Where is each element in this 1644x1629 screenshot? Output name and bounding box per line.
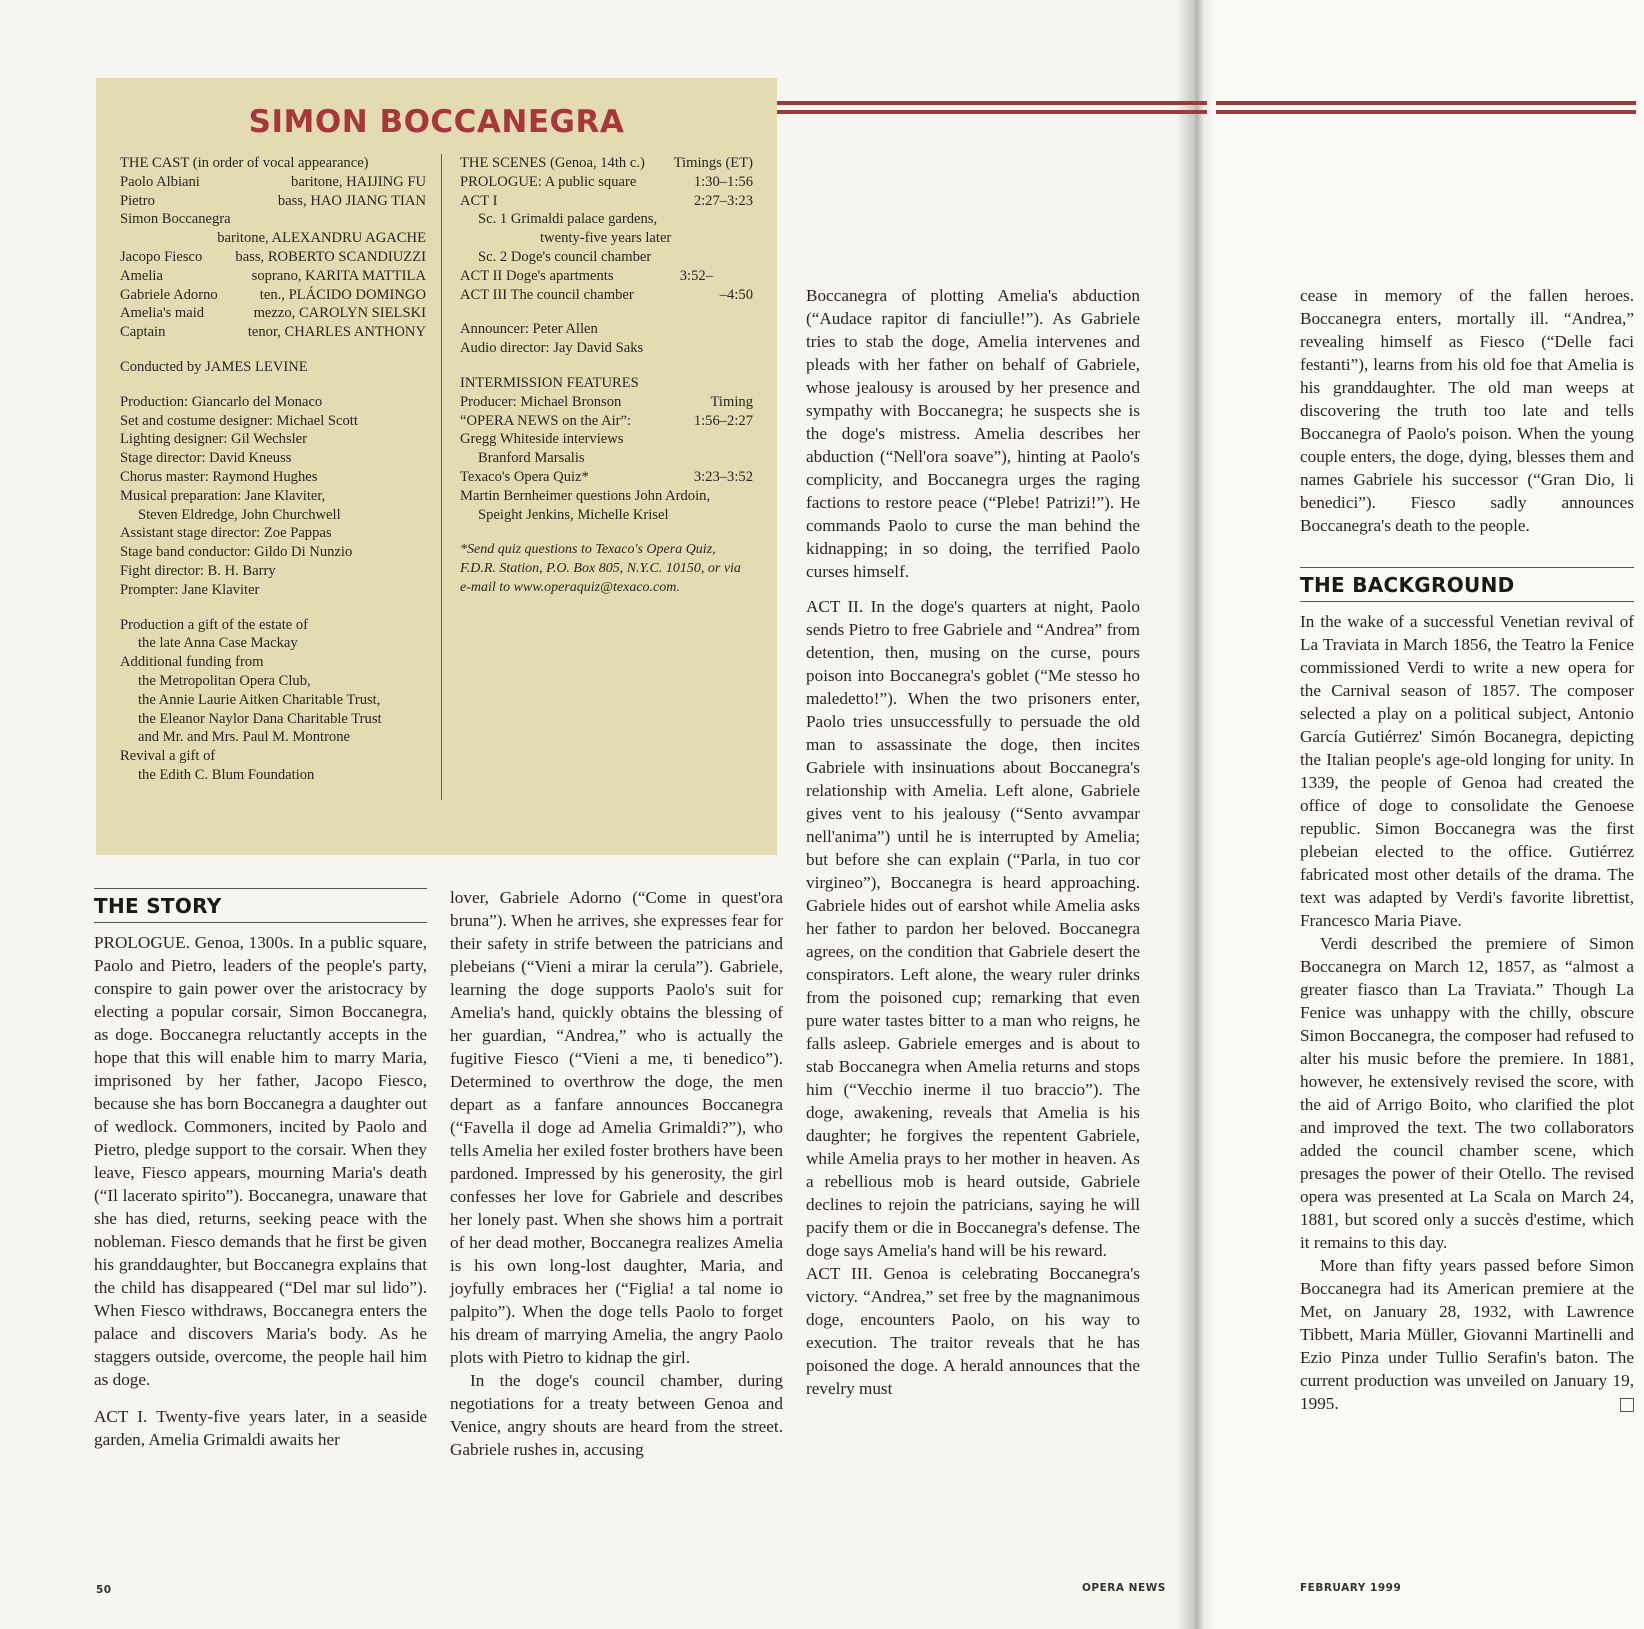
background-paragraph-text: More than fifty years passed before Simon Boccanegra had its American premiere at the Met, on January 28, 1932, with Lawrence Tibbett, Maria Müller, Giovanni Martinelli and Ezio Pinza under Tullio Serafin's baton. The current production was unveiled on January 19, 1995. xyxy=(1300,1256,1634,1413)
cast-role: Jacopo Fiesco xyxy=(120,248,203,265)
cast-role: Simon Boccanegra xyxy=(120,211,231,228)
cast-voice: bass, HAO JIANG TIAN xyxy=(277,192,426,209)
credit-line: Musical preparation: Jane Klaviter, xyxy=(120,487,326,504)
act2-paragraph xyxy=(806,595,1140,1262)
cast-row xyxy=(120,267,426,286)
header-stripe-left-top xyxy=(777,101,1207,105)
box-left-column xyxy=(120,154,426,785)
act2-label: ACT II. xyxy=(806,597,864,616)
announcer-credit: Announcer: Peter Allen xyxy=(460,321,598,338)
intermission-label: Texaco's Opera Quiz* xyxy=(460,468,589,485)
credit-line: Assistant stage director: Zoe Pappas xyxy=(120,525,332,542)
gift-line: Additional funding from xyxy=(120,654,264,671)
intermission-row xyxy=(460,468,753,487)
cast-role: Pietro xyxy=(120,192,155,209)
story-column-4 xyxy=(1300,284,1634,1415)
gift-line: and Mr. and Mrs. Paul M. Montrone xyxy=(138,729,351,746)
header-stripe-left-bottom xyxy=(777,110,1207,114)
page-gutter xyxy=(1176,0,1216,1629)
intermission-header: INTERMISSION FEATURES xyxy=(460,374,639,391)
credit-line: Steven Eldredge, John Churchwell xyxy=(138,506,341,523)
prologue-text: Genoa, 1300s. In a public square, Paolo and Pietro, leaders of the people's party, conspire to gain power over the aristocracy by electing a popular corsair, Simon Boccanegra, as doge. Boccanegra reluctantly accepts in the hope that this will enable him to marry Maria, imprisoned by her father, Jacopo Fiesco, because she has born Boccanegra a daughter out of wedlock. Commoners, incited by Paolo and Pietro, pledge support to the corsair. When they leave, Fiesco appears, mourning Maria's death (“Il lacerato spirito”). Boccanegra, unaware that she has died, returns, seeking peace with the nobleman. Fiesco demands that he first be given his granddaughter, but Boccanegra explains that the child has disappeared (“Del mar sul lido”). When Fiesco withdraws, Boccanegra enters the palace and discovers Maria's body. As he staggers outside, overcome, the people hail him as doge. xyxy=(94,933,427,1389)
act1-label: ACT I. xyxy=(94,1407,148,1426)
prologue-paragraph xyxy=(94,931,427,1391)
cast-row xyxy=(120,248,426,267)
cast-role: Paolo Albiani xyxy=(120,173,200,190)
scene-label: Sc. 2 Doge's council chamber xyxy=(478,248,652,265)
credit-line: Stage band conductor: Gildo Di Nunzio xyxy=(120,544,353,561)
scene-row xyxy=(460,192,753,211)
story-paragraph: Boccanegra of plotting Amelia's abduction (“Audace rapitor di fanciulle!”). As Gabriele tries to stab the doge, Amelia intervenes and pleads with her father on behalf of Gabriele, whose jealousy is aroused by her presence and sympathy with Boccanegra; he suspects she is the doge's mistress. Amelia describes her abduction (“Nell'ora soave”), hinting at Paolo's complicity, and Boccanegra urges the raging factions to restore peace (“Plebe! Patrizi!”). He commands Paolo to curse the man behind the kidnapping; in so doing, the terrified Paolo curses himself. xyxy=(806,286,1140,581)
timings-header-label: Timings (ET) xyxy=(673,155,753,171)
credit-line: Fight director: B. H. Barry xyxy=(120,562,276,579)
cast-voice: ten., PLÁCIDO DOMINGO xyxy=(259,286,426,303)
scene-row xyxy=(460,173,753,192)
prologue-label: PROLOGUE. xyxy=(94,933,190,952)
scene-label: twenty-five years later xyxy=(540,230,672,247)
intermission-time: 3:23–3:52 xyxy=(693,468,753,485)
publication-name: OPERA NEWS xyxy=(1082,1582,1166,1594)
cast-voice: baritone, HAIJING FU xyxy=(291,173,426,190)
cast-row xyxy=(120,229,426,248)
background-paragraph: In the wake of a successful Venetian revival of La Traviata in March 1856, the Teatro la Fenice commissioned Verdi to write a new opera for the Carnival season of 1857. The composer selected a play on a political subject, Antonio García Gutiérrez' Simón Bocanegra, depicting the Italian people's age-old longing for unity. In 1339, the people of Genoa had created the office of doge to consolidate the Genoese republic. Simon Boccanegra was the first plebeian elected to the office. Gutiérrez fabricated most other details of the drama. The text was adapted by Verdi's favorite librettist, Francesco Maria Piave. xyxy=(1300,612,1634,930)
header-stripe-right-top xyxy=(1216,101,1636,105)
scene-time: 1:30–1:56 xyxy=(693,173,753,190)
cast-role: Amelia's maid xyxy=(120,305,205,322)
quiz-note: *Send quiz questions to Texaco's Opera Quiz, F.D.R. Station, P.O. Box 805, N.Y.C. 10150, or via e-mail to www.operaquiz@texaco.com. xyxy=(460,542,741,596)
gift-line: Production a gift of the estate of xyxy=(120,616,309,633)
scene-row xyxy=(460,229,753,248)
credit-line: Production: Giancarlo del Monaco xyxy=(120,393,323,410)
end-mark-icon xyxy=(1620,1398,1634,1412)
cast-voice: bass, ROBERTO SCANDIUZZI xyxy=(235,248,426,265)
cast-header: THE CAST (in order of vocal appearance) xyxy=(120,155,369,171)
act3-label: ACT III. xyxy=(806,1264,873,1283)
intermission-row xyxy=(460,393,753,412)
scene-time: 3:52– xyxy=(679,267,713,284)
story-paragraph: cease in memory of the fallen heroes. Boccanegra enters, mortally ill. “Andrea,” revealing himself as Fiesco (“Delle faci festanti”), learns from his old foe that Amelia is his granddaughter. The old man weeps at discovering the truth too late and tells Boccanegra of Paolo's poison. When the young couple enters, the doge, dying, blesses them and names Gabriele his successor (“Gran Dio, li benedici”). Fiesco sadly announces Boccanegra's death to the people. xyxy=(1300,286,1634,535)
scene-label: ACT III The council chamber xyxy=(460,286,634,303)
intermission-time: Timing xyxy=(710,393,753,410)
scene-row xyxy=(460,248,753,267)
cast-info-box xyxy=(96,78,777,855)
scene-row xyxy=(460,210,753,229)
gift-line: the late Anna Case Mackay xyxy=(138,635,298,652)
story-paragraph: In the doge's council chamber, during negotiations for a treaty between Genoa and Venice, angry shouts are heard from the street. Gabriele rushes in, accusing xyxy=(450,1371,783,1459)
background-heading: THE BACKGROUND xyxy=(1300,567,1634,602)
cast-row xyxy=(120,210,426,229)
intermission-label: Branford Marsalis xyxy=(478,450,585,467)
cast-row xyxy=(120,304,426,323)
intermission-time: 1:56–2:27 xyxy=(693,412,753,429)
issue-date: FEBRUARY 1999 xyxy=(1300,1582,1402,1594)
cast-role: Amelia xyxy=(120,267,163,284)
intermission-row xyxy=(460,412,753,431)
cast-voice: soprano, KARITA MATTILA xyxy=(251,267,426,284)
story-column-3 xyxy=(806,284,1140,1400)
credit-line: Lighting designer: Gil Wechsler xyxy=(120,431,308,448)
background-paragraph: Verdi described the premiere of Simon Boccanegra on March 12, 1857, as “almost a greater fiasco than La Traviata.” Though La Fenice was unhappy with the chilly, obscure Simon Boccanegra, the composer had refused to alter his music before the premiere. In 1881, however, he extensively revised the score, with the aid of Arrigo Boito, who clarified the plot and improved the text. The two collaborators added the council chamber scene, which presages the power of their Otello. The revised opera was presented at La Scala on March 24, 1881, but scored only a succès d'estime, which it remains to this day. xyxy=(1300,934,1634,1252)
cast-voice: baritone, ALEXANDRU AGACHE xyxy=(217,230,426,247)
credit-line: Prompter: Jane Klaviter xyxy=(120,581,260,598)
gift-line: the Annie Laurie Aitken Charitable Trust, xyxy=(138,691,381,708)
cast-row xyxy=(120,173,426,192)
scene-label: Sc. 1 Grimaldi palace gardens, xyxy=(478,211,658,228)
scene-label: ACT II Doge's apartments xyxy=(460,267,614,284)
act1-paragraph xyxy=(94,1405,427,1451)
intermission-label: Martin Bernheimer questions John Ardoin, xyxy=(460,487,711,504)
credit-line: Stage director: David Kneuss xyxy=(120,450,292,467)
act2-text: In the doge's quarters at night, Paolo sends Pietro to free Gabriele and “Andrea” from detention, then, musing on the curse, pours poison into Boccanegra's goblet (“Me stesso ho maledetto!”). When the two prisoners enter, Paolo tries unsuccessfully to persuade the old man to assassinate the doge, then incites Gabriele with insinuations about Boccanegra's relationship with Amelia. Left alone, Gabriele gives vent to his jealousy (“Sento avvampar nell'anima”) until he is interrupted by Amelia; but before she can explain (“Parla, in tuo cor virgineo”), Boccanegra is heard approaching. Gabriele hides out of earshot while Amelia asks her father to pardon her beloved. Boccanegra agrees, on the condition that Gabriele desert the conspirators. Left alone, the weary ruler drinks from the poisoned cup; remarking that even pure water tastes bitter to a man who reigns, he falls asleep. Gabriele emerges and is about to stab Boccanegra when Amelia returns and stops him (“Vecchio inerme il tuo braccio”). The doge, awakening, reveals that Amelia is his daughter; he forgives the repentent Gabriele, while Amelia prays to her mother in heaven. As a rebellious mob is heard outside, Gabriele declines to rejoin the patricians, saying he will pacify them or die in Boccanegra's defense. The doge says Amelia's hand will be his reward. xyxy=(806,597,1140,1260)
cast-voice: tenor, CHARLES ANTHONY xyxy=(247,324,426,341)
cast-row xyxy=(120,192,426,211)
cast-row xyxy=(120,323,426,342)
audio-director-credit: Audio director: Jay David Saks xyxy=(460,340,644,357)
intermission-label: Producer: Michael Bronson xyxy=(460,393,622,410)
story-column-1 xyxy=(94,888,427,1451)
act3-text: Genoa is celebrating Boccanegra's victory. “Andrea,” set free by the magnanimous doge, encounters Paolo, on his way to execution. The traitor reveals that he has poisoned the doge. A herald announces that the revelry must xyxy=(806,1264,1140,1398)
scenes-header xyxy=(460,154,753,173)
header-stripe-right-bottom xyxy=(1216,110,1636,114)
cast-voice: mezzo, CAROLYN SIELSKI xyxy=(253,305,426,322)
intermission-row xyxy=(460,430,753,449)
scene-label: ACT I xyxy=(460,192,498,209)
gift-line: Revival a gift of xyxy=(120,748,216,765)
gift-line: the Eleanor Naylor Dana Charitable Trust xyxy=(138,710,382,727)
intermission-label: Speight Jenkins, Michelle Krisel xyxy=(478,506,669,523)
scene-label: PROLOGUE: A public square xyxy=(460,173,637,190)
act1-text: Twenty-five years later, in a seaside garden, Amelia Grimaldi awaits her xyxy=(94,1407,427,1449)
scene-time: 2:27–3:23 xyxy=(693,192,753,209)
scene-time: –4:50 xyxy=(719,286,753,303)
credit-line: Set and costume designer: Michael Scott xyxy=(120,412,358,429)
act3-paragraph xyxy=(806,1262,1140,1400)
intermission-label: “OPERA NEWS on the Air”: xyxy=(460,412,632,429)
story-column-2 xyxy=(450,886,783,1461)
scene-row xyxy=(460,286,753,305)
story-heading: THE STORY xyxy=(94,888,427,923)
box-right-column xyxy=(460,154,753,597)
cast-role: Gabriele Adorno xyxy=(120,286,218,303)
gift-line: the Metropolitan Opera Club, xyxy=(138,672,311,689)
box-column-divider xyxy=(441,154,442,800)
scenes-header-label: THE SCENES (Genoa, 14th c.) xyxy=(460,155,645,171)
intermission-row xyxy=(460,449,753,468)
credit-line: Chorus master: Raymond Hughes xyxy=(120,468,318,485)
gift-line: the Edith C. Blum Foundation xyxy=(138,766,315,783)
page-number: 50 xyxy=(96,1584,112,1596)
intermission-label: Gregg Whiteside interviews xyxy=(460,431,624,448)
story-paragraph: lover, Gabriele Adorno (“Come in quest'ora bruna”). When he arrives, she expresses fear for their safety in strife between the patricians and plebeians (“Vieni a mirar la cerula”). Gabriele, learning the doge supports Paolo's suit for Amelia's hand, quickly obtains the blessing of her guardian, “Andrea,” who is actually the fugitive Fiesco (“Vieni a me, ti benedico”). Determined to overthrow the doge, the men depart as a fanfare announces Boccanegra (“Favella il doge ad Amelia Grimaldi?”), who tells Amelia her exiled foster brothers have been pardoned. Impressed by his generosity, the girl confesses her love for Gabriele and describes her lonely past. When she shows him a portrait of her dead mother, Boccanegra realizes Amelia is his own long-lost daughter, Maria, and joyfully embraces her (“Figlia! a tal nome io palpito”). When the doge tells Paolo to forget his dream of marrying Amelia, the angry Paolo plots with Pietro to kidnap the girl. xyxy=(450,888,783,1367)
cast-row xyxy=(120,286,426,305)
intermission-row xyxy=(460,487,753,506)
background-paragraph xyxy=(1300,1254,1634,1415)
intermission-row xyxy=(460,506,753,525)
cast-role: Captain xyxy=(120,324,166,341)
conductor-credit: Conducted by JAMES LEVINE xyxy=(120,358,308,375)
scene-row xyxy=(460,267,753,286)
opera-title: SIMON BOCCANEGRA xyxy=(248,104,625,140)
